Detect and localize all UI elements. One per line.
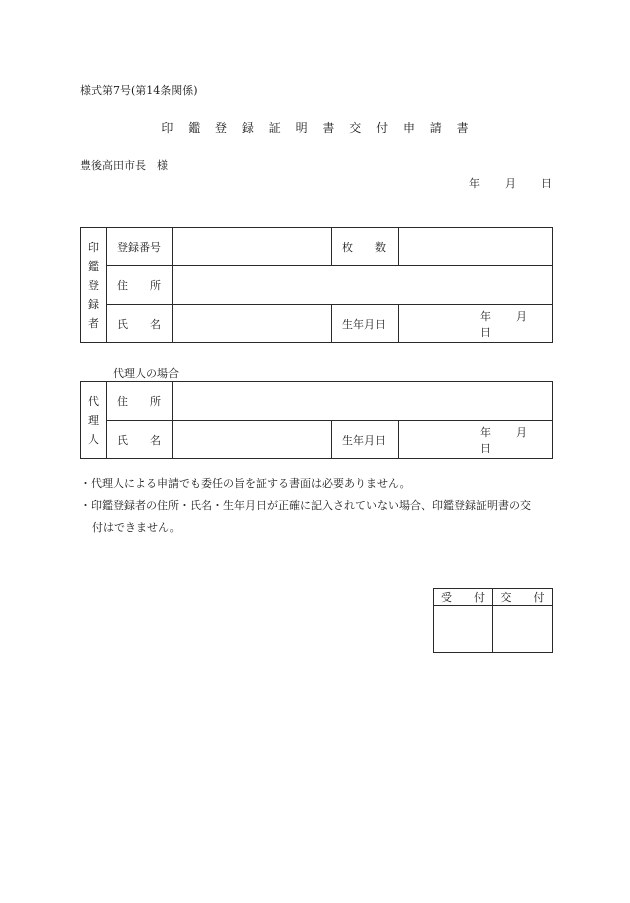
title-char: 登 bbox=[215, 121, 228, 135]
agent-birthdate-field[interactable] bbox=[399, 421, 553, 459]
issuance-label: 交 付 bbox=[493, 589, 553, 606]
document-title bbox=[0, 119, 630, 136]
title-char: 申 bbox=[402, 121, 415, 135]
registrant-birthdate-field[interactable] bbox=[399, 305, 553, 343]
registrant-group-label: 印 鑑 登 録 者 bbox=[81, 228, 107, 343]
agent-birthdate-label: 生年月日 bbox=[332, 421, 399, 459]
title-char: 交 bbox=[349, 121, 362, 135]
birth-month-label: 月 bbox=[516, 425, 527, 439]
form-reference: 様式第7号(第14条関係) bbox=[80, 84, 198, 97]
agent-address-label: 住 所 bbox=[107, 382, 173, 421]
title-char: 鑑 bbox=[188, 121, 201, 135]
agent-group-label: 代 理 人 bbox=[81, 382, 107, 459]
birth-month-label: 月 bbox=[516, 309, 527, 323]
notes bbox=[80, 473, 531, 539]
registrant-name-field[interactable] bbox=[173, 305, 332, 343]
registrant-birthdate-label: 生年月日 bbox=[332, 305, 399, 343]
date-year-label: 年 bbox=[469, 177, 480, 190]
note-line: ・代理人による申請でも委任の旨を証する書面は必要ありません。 bbox=[80, 477, 411, 490]
title-char: 請 bbox=[429, 121, 442, 135]
office-stamp-box bbox=[433, 588, 553, 653]
birth-year-label: 年 bbox=[480, 425, 491, 439]
title-char: 録 bbox=[241, 121, 254, 135]
registrant-address-label: 住 所 bbox=[107, 266, 173, 305]
title-char: 書 bbox=[322, 121, 335, 135]
birth-day-label: 日 bbox=[480, 441, 491, 455]
registrant-table bbox=[80, 227, 553, 343]
date-day-label: 日 bbox=[541, 177, 552, 190]
title-char: 明 bbox=[295, 121, 308, 135]
receipt-stamp-cell[interactable] bbox=[434, 606, 493, 653]
application-date[interactable] bbox=[469, 175, 552, 191]
registrant-address-field[interactable] bbox=[173, 266, 553, 305]
copies-field[interactable] bbox=[399, 228, 553, 266]
copies-label: 枚 数 bbox=[332, 228, 399, 266]
registrant-name-label: 氏 名 bbox=[107, 305, 173, 343]
registration-number-label: 登録番号 bbox=[107, 228, 173, 266]
agent-name-field[interactable] bbox=[173, 421, 332, 459]
birth-year-label: 年 bbox=[480, 309, 491, 323]
note-line: 付はできません。 bbox=[92, 521, 181, 534]
birth-day-label: 日 bbox=[480, 325, 491, 339]
issuance-stamp-cell[interactable] bbox=[493, 606, 553, 653]
title-char: 書 bbox=[456, 121, 469, 135]
note-line: ・印鑑登録者の住所・氏名・生年月日が正確に記入されていない場合、印鑑登録証明書の交 bbox=[80, 499, 531, 512]
agent-address-field[interactable] bbox=[173, 382, 553, 421]
title-char: 証 bbox=[268, 121, 281, 135]
receipt-label: 受 付 bbox=[434, 589, 493, 606]
agent-table bbox=[80, 381, 553, 459]
title-char: 印 bbox=[161, 121, 174, 135]
title-char: 付 bbox=[376, 121, 389, 135]
addressee: 豊後高田市長 様 bbox=[80, 159, 168, 172]
agent-heading: 代理人の場合 bbox=[113, 367, 179, 380]
registration-number-field[interactable] bbox=[173, 228, 332, 266]
agent-name-label: 氏 名 bbox=[107, 421, 173, 459]
date-month-label: 月 bbox=[505, 177, 516, 190]
